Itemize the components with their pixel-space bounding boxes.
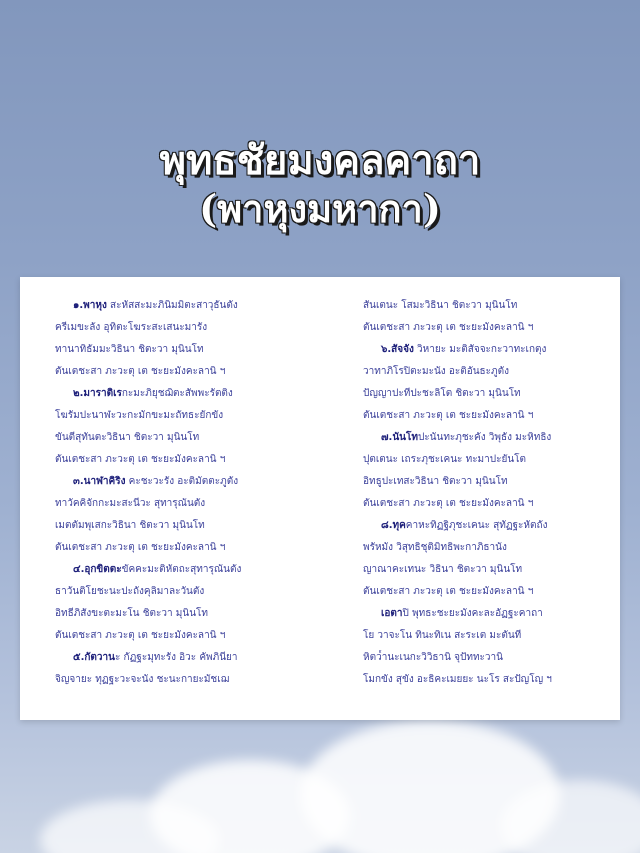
verse-text: อิทธีภิสังขะตะมะโน ชิตะวา มุนินโท [55,608,208,619]
verse-column-right [363,295,608,691]
verse-text: ตันเตชะสา ภะวะตุ เต ชะยะมังคะลานิ ฯ [363,410,534,421]
verse-text: ตันเตชะสา ภะวะตุ เต ชะยะมังคะลานิ ฯ [55,454,226,465]
verse-text: กะมะภิยุชฌิตะสัพพะรัตติง [121,388,233,399]
verse-line [55,405,287,427]
verse-text: วาทาภิโรปิตะมะนัง อะติอันธะภูตัง [363,366,510,377]
verse-text: ตันเตชะสา ภะวะตุ เต ชะยะมังคะลานิ ฯ [55,630,226,641]
verse-line [55,625,287,647]
verse-text: เมตตัมพุเสกะวิธินา ชิตะวา มุนินโท [55,520,205,531]
verse-line [55,493,287,515]
verse-text: ทาวัคคิจักกะมะสะนีวะ สุทารุณันตัง [55,498,206,509]
verse-text: พรัหมัง วิสุทธิชุติมิทธิพะกาภิธานัง [363,542,507,553]
verse-line [55,537,287,559]
verse-text: ะ กัฏฐะมุทะรัง อิวะ คัพภินียา [114,652,238,663]
verse-number: ๖.สัจจัง [381,344,414,355]
verse-column-left [55,295,287,691]
verse-text: ตันเตชะสา ภะวะตุ เต ชะยะมังคะลานิ ฯ [363,322,534,333]
verse-text: ขัคคะมะติหัตถะสุทารุณันตัง [121,564,242,575]
verse-text: จิญจายะ ทุฏฐะวะจะนัง ชะนะกายะมัชเฌ [55,674,230,685]
verse-line [363,405,608,427]
verse-text: ตันเตชะสา ภะวะตุ เต ชะยะมังคะลานิ ฯ [363,586,534,597]
verse-line [363,295,608,317]
verse-line [363,603,608,625]
verse-line [363,317,608,339]
verse-line [55,427,287,449]
verse-line [363,647,608,669]
verse-text: อิทธูปะเทสะวิธินา ชิตะวา มุนินโท [363,476,508,487]
verse-line [55,559,287,581]
verse-text: คาหะทิฏฐิภุชะเคนะ สุทัฏฐะหัตถัง [405,520,548,531]
page-title: พุทธชัยมงคลคาถา [159,137,481,184]
verse-text: สะหัสสะมะภินิมมิตะสาวุธันตัง [106,300,238,311]
verse-text: ทานาทิธัมมะวิธินา ชิตะวา มุนินโท [55,344,204,355]
verse-number: ๗.นันโท [381,432,418,443]
verse-line [363,669,608,691]
verse-text: สันเตนะ โสมะวิธินา ชิตะวา มุนินโท [363,300,518,311]
verse-text: ขันตีสุทันตะวิธินา ชิตะวา มุนินโท [55,432,200,443]
verse-line [55,471,287,493]
verse-text: ตันเตชะสา ภะวะตุ เต ชะยะมังคะลานิ ฯ [55,542,226,553]
verse-card [20,277,620,720]
verse-line [55,669,287,691]
verse-number: ๒.มาราติเร [73,388,122,399]
verse-line [55,361,287,383]
verse-text: วิหายะ มะติสัจจะกะวาทะเกตุง [413,344,547,355]
verse-line [363,427,608,449]
verse-text: ปัญญาปะทีปะชะลิโต ชิตะวา มุนินโท [363,388,521,399]
verse-line [363,537,608,559]
verse-line [55,339,287,361]
verse-number: เอตา [381,608,403,619]
verse-line [55,295,287,317]
verse-text: โย วาจะโน ทินะทิเน สะระเต มะตันที [363,630,522,641]
verse-text: หิตว๎านะเนกะวิวิธานิ จุปัททะวานิ [363,652,503,663]
verse-text: โฆรัมปะนาฬะวะกะมักขะมะถัทธะยักขัง [55,410,224,421]
verse-line [363,515,608,537]
verse-line [363,581,608,603]
verse-number: ๘.ทุค [381,520,406,531]
verse-line [363,559,608,581]
verse-text: ญาณาคะเทนะ วิธินา ชิตะวา มุนินโท [363,564,523,575]
verse-text: คะชะวะรัง อะติมัตตะภูตัง [125,476,239,487]
verse-number: ๔.อุกขิตตะ [73,564,122,575]
verse-line [363,361,608,383]
verse-line [363,383,608,405]
page-subtitle: (พาหุงมหากา) [199,186,441,231]
verse-line [363,625,608,647]
verse-text: ธาวันติโยชะนะปะถังคุลิมาละวันตัง [55,586,205,597]
verse-number: ๑.พาหุง [73,300,107,311]
verse-line [55,449,287,471]
verse-text: โมกขัง สุขัง อะธิคะเมยยะ นะโร สะปัญโญ ฯ [363,674,552,685]
verse-text: ตันเตชะสา ภะวะตุ เต ชะยะมังคะลานิ ฯ [363,498,534,509]
verse-line [363,339,608,361]
verse-text: ครีเมขะลัง อุทิตะโฆระสะเสนะมารัง [55,322,208,333]
verse-line [363,471,608,493]
verse-line [55,603,287,625]
verse-number: ๕.กัตวาน [73,652,115,663]
verse-text: ตันเตชะสา ภะวะตุ เต ชะยะมังคะลานิ ฯ [55,366,226,377]
verse-line [363,493,608,515]
verse-line [55,581,287,603]
verse-text: ปิ พุทธะชะยะมังคะละอัฏฐะคาถา [402,608,543,619]
verse-line [55,317,287,339]
verse-line [55,647,287,669]
verse-line [363,449,608,471]
verse-text: ปุตเตนะ เถระภุชะเคนะ ทะมาปะยันโต [363,454,527,465]
verse-number: ๓.นาฬาคิริง [73,476,126,487]
verse-line [55,515,287,537]
verse-text: ปะนันทะภุชะคัง วิพุธัง มะหิทธิง [417,432,552,443]
verse-line [55,383,287,405]
